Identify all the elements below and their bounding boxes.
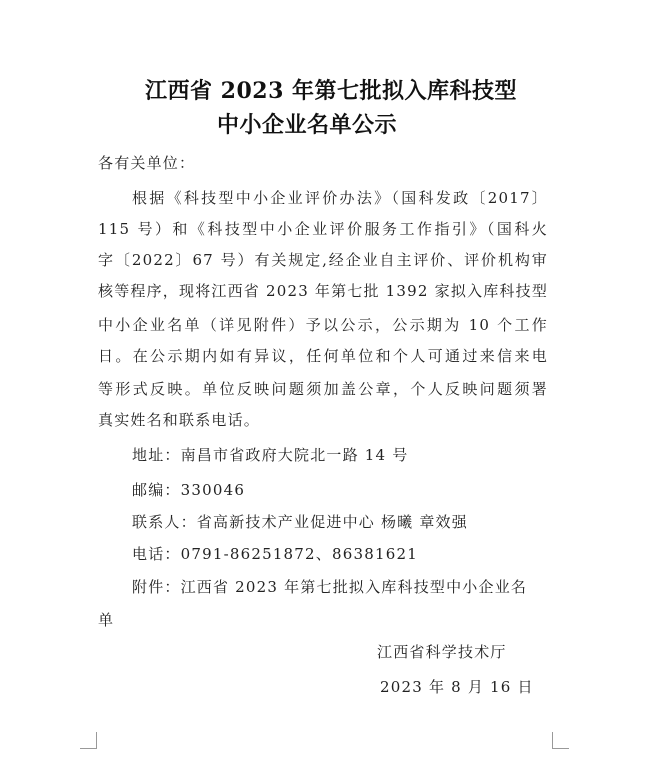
body-line: 中小企业名单（详见附件）予以公示，公示期为 10 个工作 [98,316,548,334]
date: 2023 年 8 月 16 日 [380,678,534,696]
phone-line: 电话：0791-86251872、86381621 [132,545,418,563]
contact-line: 联系人：省高新技术产业促进中心 杨曦 章效强 [132,513,468,531]
page-corner-mark-left [80,732,97,749]
page-corner-mark-right [552,732,569,749]
attachment-line-continued: 单 [98,611,115,629]
page-title-line-1: 江西省 2023 年第七批拟入库科技型 [145,78,518,104]
body-line: 115 号）和《科技型中小企业评价服务工作指引》（国科火 [98,220,548,238]
body-line: 字〔2022〕67 号）有关规定,经企业自主评价、评价机构审 [98,251,548,269]
address-line: 地址：南昌市省政府大院北一路 14 号 [132,446,409,464]
body-line: 真实姓名和联系电话。 [98,411,261,429]
page-title-line-2: 中小企业名单公示 [217,112,398,138]
body-line: 日。在公示期内如有异议，任何单位和个人可通过来信来电 [98,347,548,365]
signature: 江西省科学技术厅 [377,643,507,661]
body-line: 核等程序，现将江西省 2023 年第七批 1392 家拟入库科技型 [98,282,549,300]
salutation: 各有关单位： [98,154,196,172]
attachment-line: 附件：江西省 2023 年第七批拟入库科技型中小企业名 [132,578,528,596]
body-line: 等形式反映。单位反映问题须加盖公章，个人反映问题须署 [98,380,548,398]
postcode-line: 邮编：330046 [132,481,246,499]
body-line: 根据《科技型中小企业评价办法》（国科发政〔2017〕 [132,189,548,207]
